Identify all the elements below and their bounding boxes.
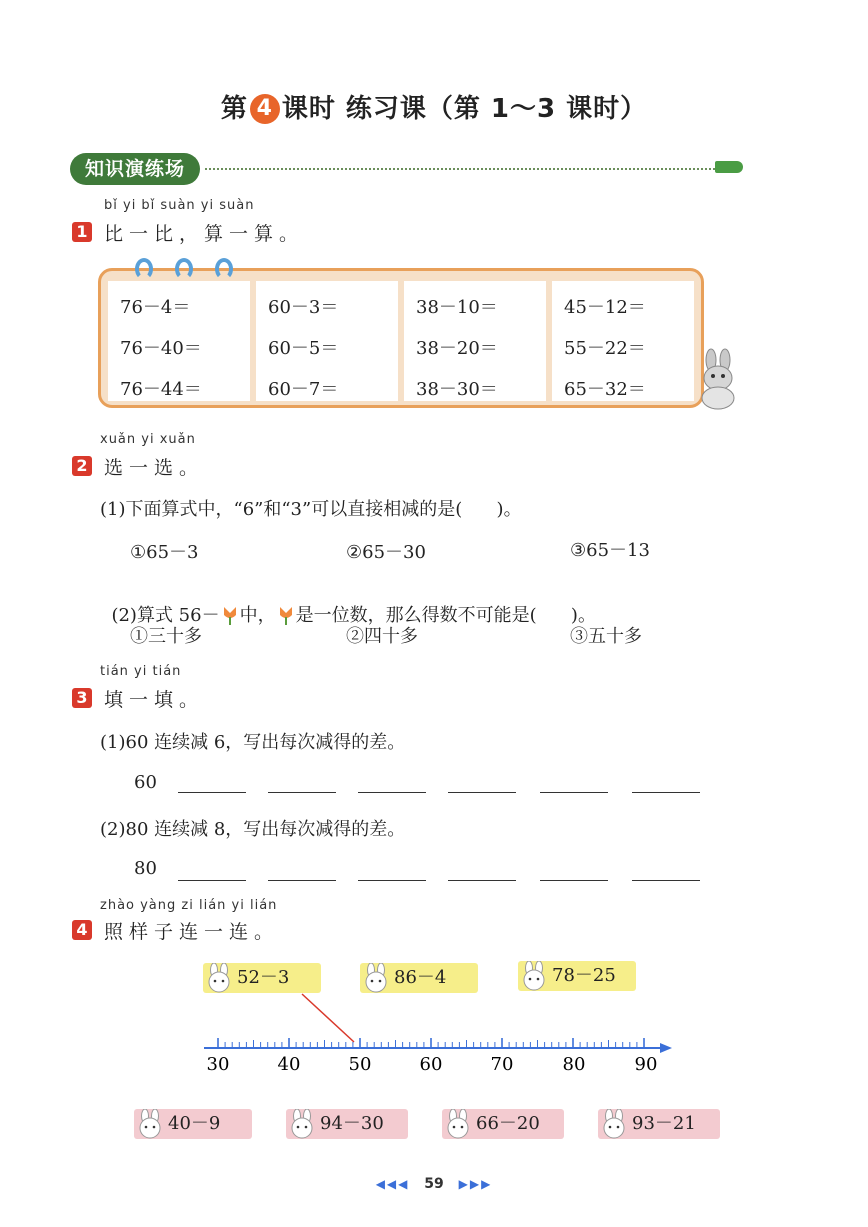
q2-part2-text: 中，: [239, 605, 276, 626]
q2-pinyin: xuǎn yi xuǎn: [100, 432, 196, 447]
q3-part1: (1)60 连续减 6，写出每次减得的差。: [100, 732, 406, 753]
axis-label: 80: [562, 1054, 586, 1075]
equation-card: [404, 281, 546, 401]
ring-icon: [215, 258, 233, 280]
answer-blank[interactable]: [540, 792, 608, 793]
section-divider: [205, 168, 715, 170]
equation: 60－7＝: [268, 379, 339, 400]
answer-blank[interactable]: [268, 880, 336, 881]
flower-icon: [276, 603, 296, 625]
axis-label: 90: [634, 1054, 658, 1075]
q2-option: ①65－3: [130, 542, 199, 563]
answer-blank[interactable]: [358, 880, 426, 881]
equation-card: [108, 281, 250, 401]
title-text: 课时 练习课（第 1～3 课时）: [281, 94, 648, 124]
page-title: [0, 88, 868, 125]
bunny-face-icon: [288, 1109, 316, 1139]
equation: 55－22＝: [564, 338, 646, 359]
q3-pinyin: tián yi tián: [100, 664, 182, 679]
equation: 38－20＝: [416, 338, 498, 359]
q2-part2-text: (2)算式 56－: [111, 605, 220, 626]
q3-title: 填一填。: [104, 689, 205, 711]
bunny-face-icon: [205, 963, 233, 993]
q2-number: 2: [72, 456, 92, 476]
equation: 60－5＝: [268, 338, 339, 359]
answer-blank[interactable]: [178, 880, 246, 881]
connector-line: [302, 994, 354, 1042]
expression-tag[interactable]: [203, 963, 321, 993]
equation: 60－3＝: [268, 297, 339, 318]
bunny-face-icon: [136, 1109, 164, 1139]
q1-number: 1: [72, 222, 92, 242]
axis-label: 70: [490, 1054, 514, 1075]
q2-option: ③五十多: [570, 626, 642, 647]
q2-part2-text: 是一位数，那么得数不可能是( )。: [295, 605, 596, 626]
expression-tag[interactable]: [134, 1109, 252, 1139]
axis-label: 40: [277, 1054, 301, 1075]
expression-label: 78－25: [552, 965, 616, 986]
axis-ticks: [218, 1038, 644, 1048]
answer-blank[interactable]: [448, 792, 516, 793]
equation-card: [256, 281, 398, 401]
expression-tag[interactable]: [442, 1109, 564, 1139]
axis-labels: [207, 1054, 658, 1075]
equation: 65－32＝: [564, 379, 646, 400]
expression-tag[interactable]: [598, 1109, 720, 1139]
page-number: 59: [424, 1176, 444, 1192]
answer-blank[interactable]: [632, 792, 700, 793]
prev-arrows-icon: ◀◀◀: [375, 1177, 410, 1191]
expression-label: 52－3: [237, 967, 290, 988]
next-arrows-icon: ▶▶▶: [458, 1177, 493, 1191]
q3-start-value: 80: [134, 858, 157, 879]
q2-part1: (1)下面算式中，“6”和“3”可以直接相减的是( )。: [100, 499, 522, 520]
q2-part2: [100, 580, 596, 627]
q3-part2: (2)80 连续减 8，写出每次减得的差。: [100, 819, 406, 840]
bunny-face-icon: [444, 1109, 472, 1139]
q4-number: 4: [72, 920, 92, 940]
number-line: [196, 992, 676, 1082]
q2-option: ③65－13: [570, 540, 650, 561]
q3-number: 3: [72, 688, 92, 708]
q3-start-value: 60: [134, 772, 157, 793]
expression-tag[interactable]: [360, 963, 478, 993]
bunny-face-icon: [600, 1109, 628, 1139]
answer-blank[interactable]: [358, 792, 426, 793]
q2-title: 选一选。: [104, 457, 205, 479]
expression-tag[interactable]: [518, 961, 636, 991]
equation: 38－10＝: [416, 297, 498, 318]
equation: 76－4＝: [120, 297, 191, 318]
ring-icon: [135, 258, 153, 280]
expression-label: 93－21: [632, 1113, 696, 1134]
answer-blank[interactable]: [632, 880, 700, 881]
page-footer: [0, 1176, 868, 1192]
lesson-number-badge: 4: [250, 94, 280, 124]
equation: 38－30＝: [416, 379, 498, 400]
ring-icon: [175, 258, 193, 280]
expression-tag[interactable]: [286, 1109, 408, 1139]
answer-blank[interactable]: [448, 880, 516, 881]
axis-label: 30: [206, 1054, 230, 1075]
q4-pinyin: zhào yàng zi lián yi lián: [100, 898, 278, 913]
q4-title: 照样子连一连。: [104, 921, 280, 943]
flower-icon: [220, 603, 240, 625]
equation: 45－12＝: [564, 297, 646, 318]
pencil-icon: [715, 161, 743, 173]
axis-label: 60: [419, 1054, 443, 1075]
expression-label: 86－4: [394, 967, 447, 988]
equation: 76－40＝: [120, 338, 202, 359]
answer-blank[interactable]: [540, 880, 608, 881]
equation-card: [552, 281, 694, 401]
expression-label: 40－9: [168, 1113, 221, 1134]
section-label: 知识演练场: [70, 153, 200, 185]
answer-blank[interactable]: [268, 792, 336, 793]
q2-option: ②65－30: [346, 542, 426, 563]
expression-label: 94－30: [320, 1113, 384, 1134]
answer-blank[interactable]: [178, 792, 246, 793]
axis-arrow: [660, 1043, 672, 1053]
expression-label: 66－20: [476, 1113, 540, 1134]
axis-label: 50: [348, 1054, 372, 1075]
title-prefix: 第: [220, 94, 248, 124]
bunny-face-icon: [362, 963, 390, 993]
q2-option: ①三十多: [130, 626, 202, 647]
equation: 76－44＝: [120, 379, 202, 400]
q2-option: ②四十多: [346, 626, 418, 647]
bunny-face-icon: [520, 961, 548, 991]
q1-title: 比一比，算一算。: [104, 223, 305, 245]
q1-pinyin: bǐ yi bǐ suàn yi suàn: [104, 198, 255, 213]
bunny-icon: [695, 348, 741, 410]
